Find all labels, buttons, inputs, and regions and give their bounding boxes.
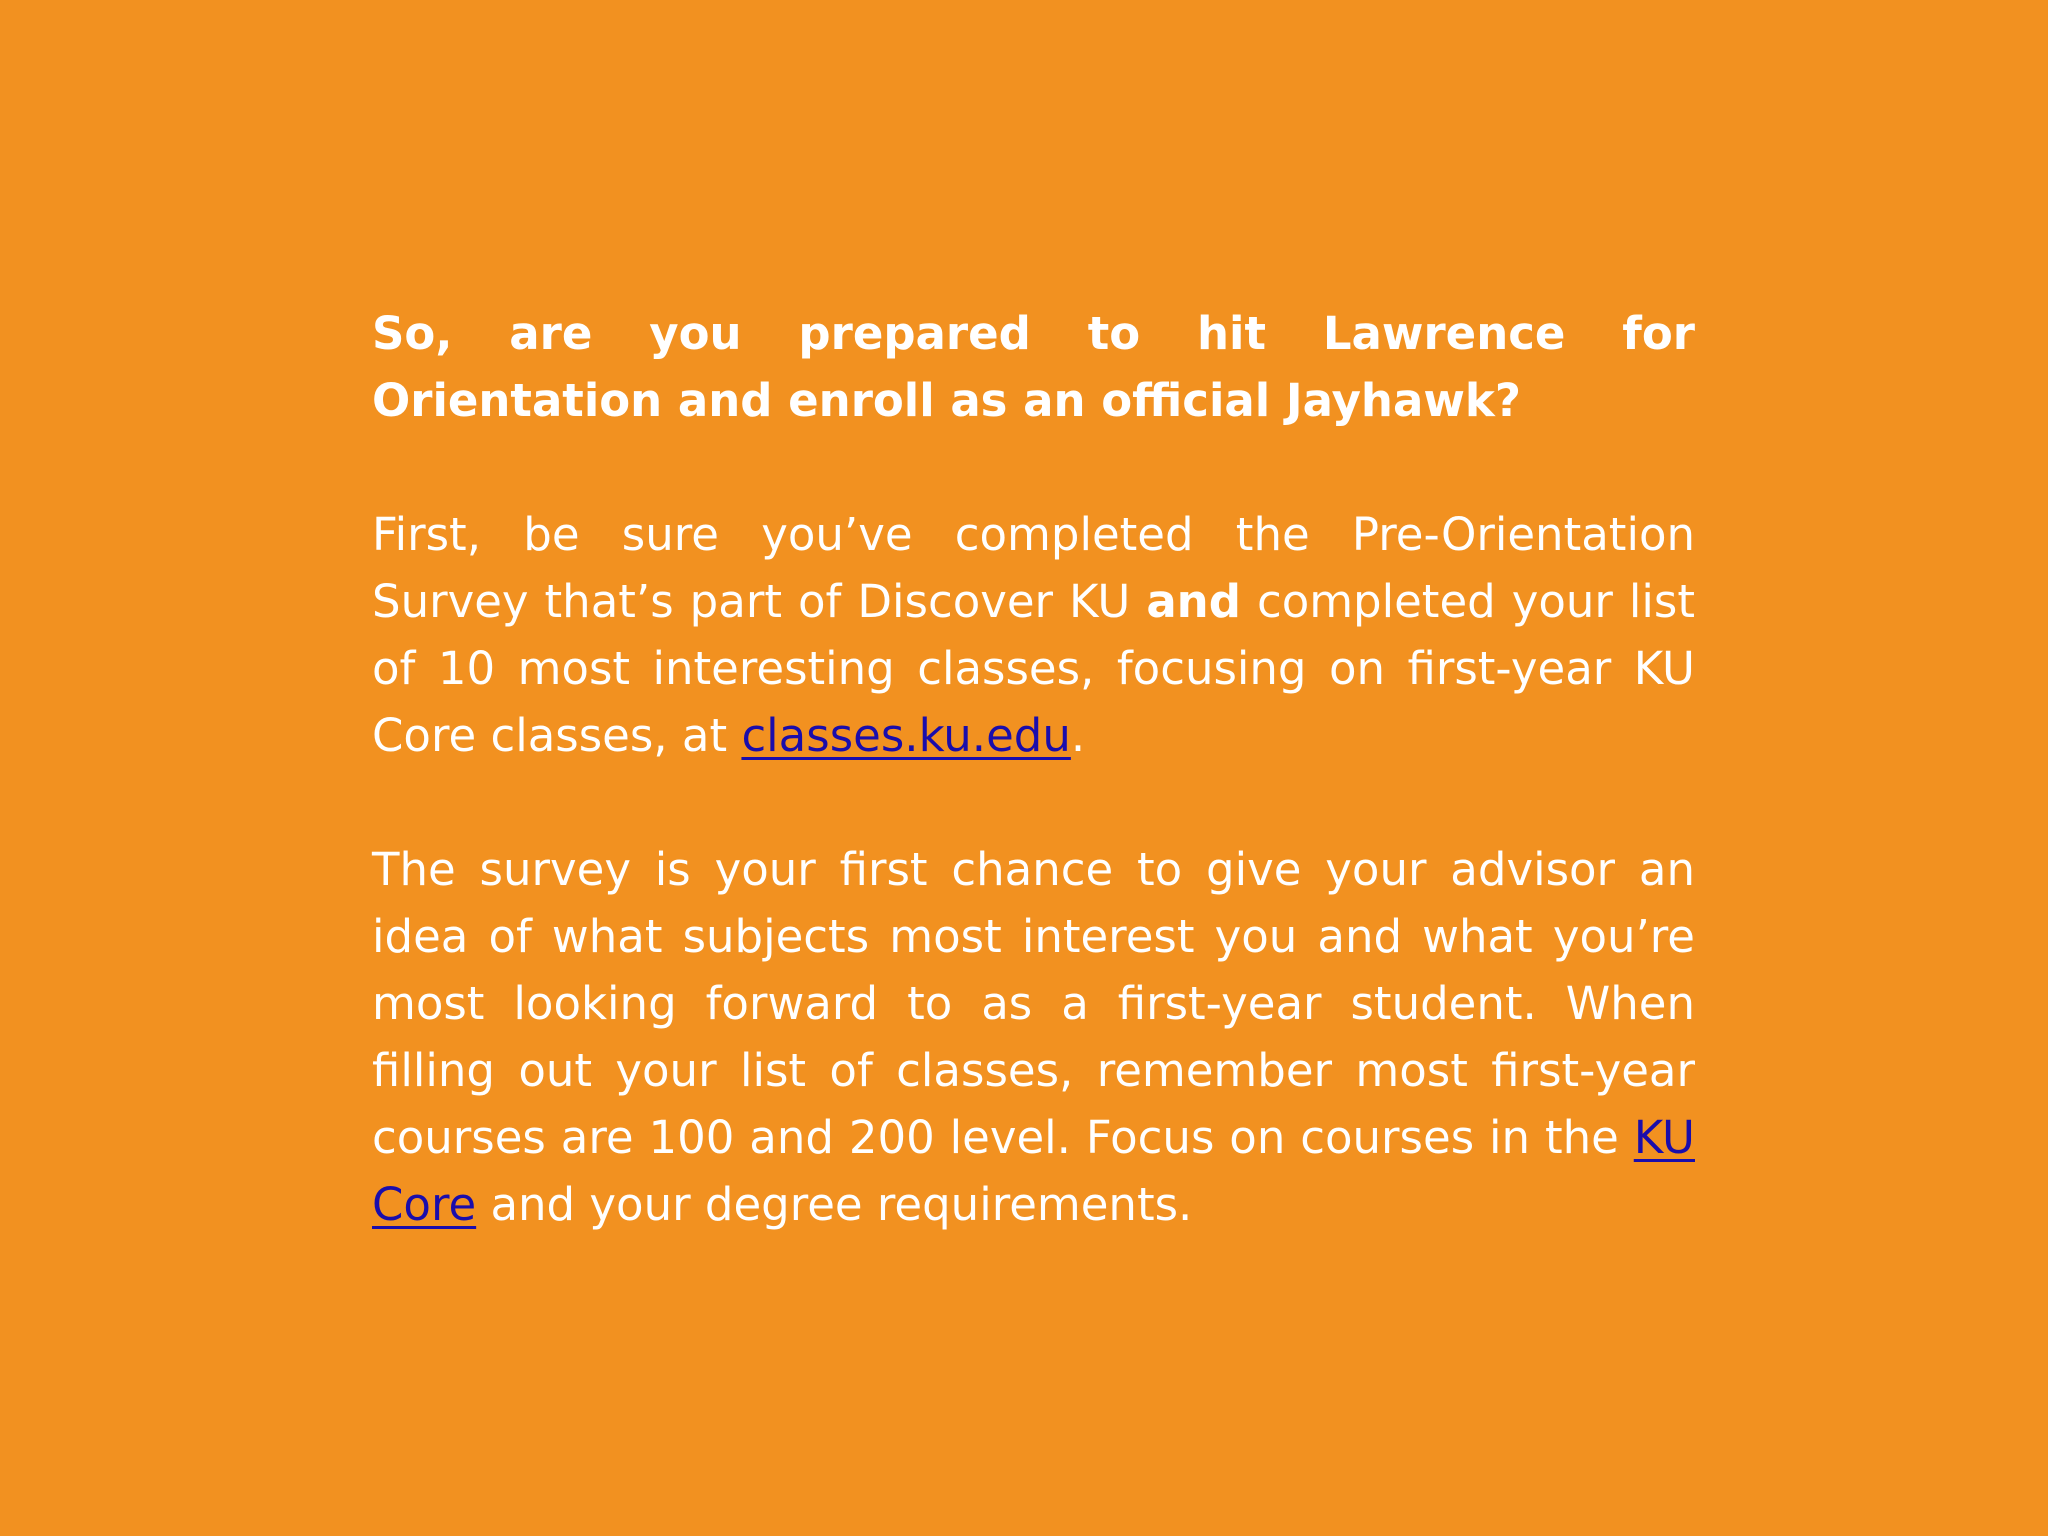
paragraph-survey: [372, 836, 1695, 1238]
classes-ku-edu-link[interactable]: classes.ku.edu: [741, 709, 1071, 762]
paragraph-preparation-text-3: .: [1070, 709, 1086, 762]
slide-heading: So, are you prepared to hit Lawrence for Orientation and enroll as an official Jayhawk?: [372, 307, 1695, 427]
paragraph-survey-text-2: and your degree requirements.: [476, 1178, 1193, 1231]
paragraph-preparation: [372, 501, 1695, 769]
ku-core-link[interactable]: KU Core: [372, 1111, 1695, 1231]
paragraph-preparation-text-1: First, be sure you’ve completed the Pre-Orientation Survey that’s part of Discover KU: [372, 508, 1695, 628]
slide-text-block: [372, 300, 1695, 1305]
paragraph-preparation-emphasis: and: [1146, 575, 1241, 628]
paragraph-survey-text-1: The survey is your first chance to give your advisor an idea of what subjects most interest you and what you’re most looking forward to as a first-year student. When filling out your list of classes, remember most first-year courses are 100 and 200 level. Focus on courses in the: [372, 843, 1695, 1164]
paragraph-preparation-text-2: completed your list of 10 most interesting classes, focusing on first-year KU Core classes, at: [372, 575, 1695, 762]
